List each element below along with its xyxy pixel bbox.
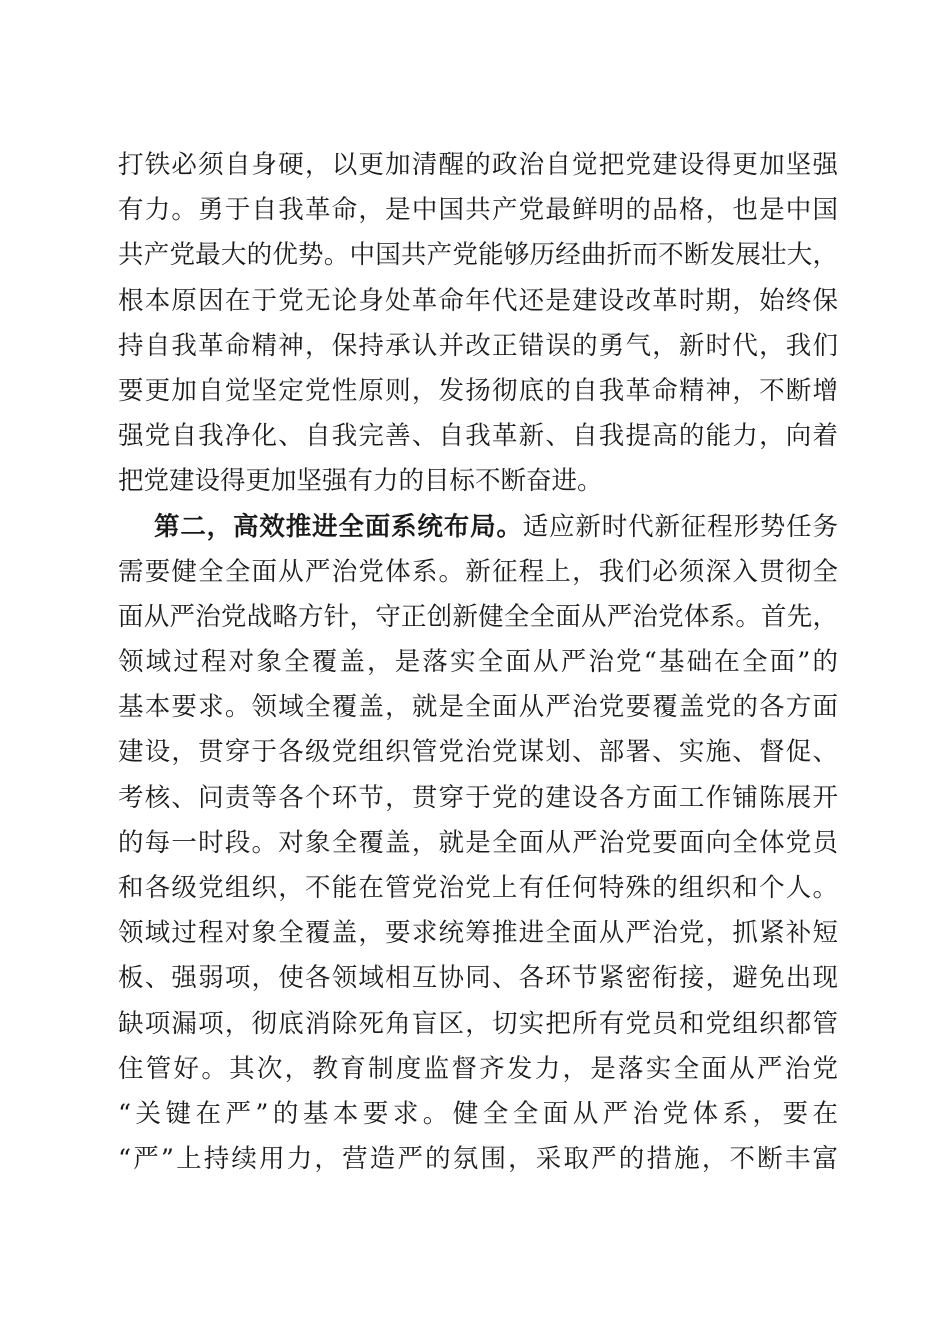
text-line: 和各级党组织，不能在管党治党上有任何特殊的组织和个人。 bbox=[118, 873, 838, 903]
text-span: 适应新时代新征程形势任务 bbox=[522, 511, 838, 542]
text-line: 共产党最大的优势。中国共产党能够历经曲折而不断发展壮大， bbox=[118, 240, 838, 271]
text-line: 住管好。其次，教育制度监督齐发力，是落实全面从严治党 bbox=[118, 1053, 838, 1084]
text-line: 强党自我净化、自我完善、自我革新、自我提高的能力，向着 bbox=[118, 421, 838, 452]
text-line: 考核、问责等各个环节，贯穿于党的建设各方面工作铺陈展开 bbox=[118, 782, 838, 813]
paragraph-1 bbox=[118, 143, 838, 505]
text-line: “严”上持续用力，营造严的氛围，采取严的措施，不断丰富 bbox=[118, 1144, 838, 1175]
text-line: “关键在严”的基本要求。健全全面从严治党体系，要在 bbox=[118, 1098, 838, 1129]
text-line: 的每一时段。对象全覆盖，就是全面从严治党要面向全体党员 bbox=[118, 827, 838, 858]
text-line: 面从严治党战略方针，守正创新健全全面从严治党体系。首先， bbox=[118, 601, 838, 632]
text-line: 要更加自觉坚定党性原则，发扬彻底的自我革命精神，不断增 bbox=[118, 375, 838, 406]
section-heading: 第二，高效推进全面系统布局。 bbox=[154, 511, 523, 542]
text-line: 有力。勇于自我革命，是中国共产党最鲜明的品格，也是中国 bbox=[118, 195, 838, 226]
text-line: 板、强弱项，使各领域相互协同、各环节紧密衔接，避免出现 bbox=[118, 963, 838, 994]
text-line: 建设，贯穿于各级党组织管党治党谋划、部署、实施、督促、 bbox=[118, 737, 838, 768]
text-line: 需要健全全面从严治党体系。新征程上，我们必须深入贯彻全 bbox=[118, 556, 838, 587]
text-line: 缺项漏项，彻底消除死角盲区，切实把所有党员和党组织都管 bbox=[118, 1008, 838, 1039]
text-line: 基本要求。领域全覆盖，就是全面从严治党要覆盖党的各方面 bbox=[118, 692, 838, 723]
text-line: 打铁必须自身硬，以更加清醒的政治自觉把党建设得更加坚强 bbox=[118, 150, 838, 180]
paragraph-2 bbox=[118, 505, 838, 1183]
text-line: 领域过程对象全覆盖，是落实全面从严治党“基础在全面”的 bbox=[118, 647, 838, 678]
text-line: 根本原因在于党无论身处革命年代还是建设改革时期，始终保 bbox=[118, 285, 838, 316]
text-line: 持自我革命精神，保持承认并改正错误的勇气，新时代，我们 bbox=[118, 330, 838, 361]
text-line: 领域过程对象全覆盖，要求统筹推进全面从严治党，抓紧补短 bbox=[118, 918, 838, 949]
document-body bbox=[118, 143, 838, 1182]
text-line: 把党建设得更加坚强有力的目标不断奋进。 bbox=[118, 466, 603, 497]
paragraph-2-first-line bbox=[118, 505, 838, 550]
